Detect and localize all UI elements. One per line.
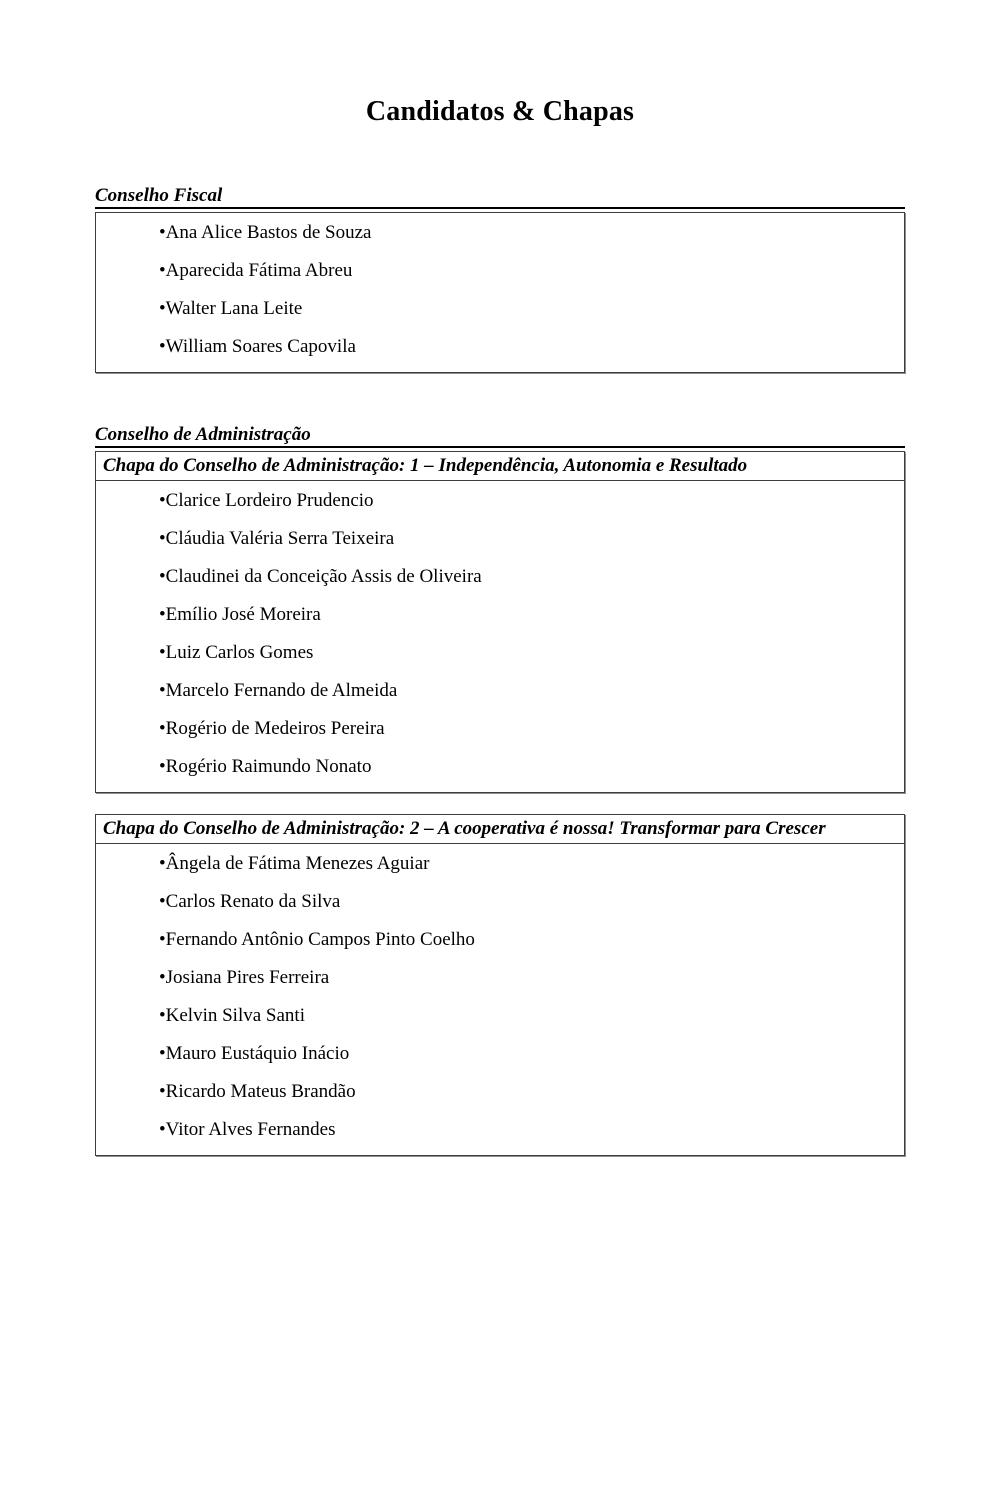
section-heading-conselho-de-administracao: Conselho de Administração	[95, 425, 905, 448]
section-conselho-de-administracao	[95, 425, 905, 1156]
bullet-icon: •	[159, 967, 166, 988]
member-name: Aparecida Fátima Abreu	[165, 260, 353, 281]
member-name: Carlos Renato da Silva	[165, 891, 341, 912]
member-name: Rogério Raimundo Nonato	[165, 756, 372, 777]
bullet-icon: •	[159, 1119, 166, 1140]
bullet-icon: •	[159, 853, 166, 874]
group-header: Chapa do Conselho de Administração: 1 – Independência, Autonomia e Resultado	[96, 452, 904, 481]
list-item	[96, 603, 904, 626]
list-item	[96, 755, 904, 778]
list-item	[96, 1042, 904, 1065]
list-item	[96, 717, 904, 740]
list-item	[96, 641, 904, 664]
bullet-icon: •	[159, 490, 166, 511]
document-title: Candidatos & Chapas	[365, 96, 635, 127]
bullet-icon: •	[159, 222, 166, 243]
member-name: Josiana Pires Ferreira	[165, 967, 330, 988]
document-page	[0, 95, 1000, 1509]
member-name: Claudinei da Conceição Assis de Oliveira	[165, 566, 482, 587]
member-name: Fernando Antônio Campos Pinto Coelho	[165, 929, 475, 950]
member-list	[96, 844, 904, 1155]
list-item	[96, 966, 904, 989]
bullet-icon: •	[159, 260, 166, 281]
section-conselho-fiscal	[95, 186, 905, 373]
bullet-icon: •	[159, 604, 166, 625]
member-name: Cláudia Valéria Serra Teixeira	[165, 528, 395, 549]
member-name: Luiz Carlos Gomes	[165, 642, 314, 663]
list-item	[96, 890, 904, 913]
bullet-icon: •	[159, 642, 166, 663]
list-item	[96, 679, 904, 702]
member-name: Walter Lana Leite	[165, 298, 303, 319]
list-item	[96, 565, 904, 588]
list-item	[96, 297, 904, 320]
sections	[95, 186, 905, 1156]
member-list	[96, 213, 904, 372]
member-name: Marcelo Fernando de Almeida	[165, 680, 398, 701]
bullet-icon: •	[159, 891, 166, 912]
member-list	[96, 481, 904, 792]
member-name: Ângela de Fátima Menezes Aguiar	[165, 853, 430, 874]
member-name: Clarice Lordeiro Prudencio	[165, 490, 374, 511]
list-item	[96, 928, 904, 951]
bullet-icon: •	[159, 1005, 166, 1026]
bullet-icon: •	[159, 680, 166, 701]
bullet-icon: •	[159, 1043, 166, 1064]
list-item	[96, 489, 904, 512]
member-name: Ricardo Mateus Brandão	[165, 1081, 356, 1102]
list-item	[96, 1004, 904, 1027]
list-item	[96, 221, 904, 244]
list-item	[96, 335, 904, 358]
bullet-icon: •	[159, 528, 166, 549]
member-name: Emílio José Moreira	[165, 604, 321, 625]
group-header: Chapa do Conselho de Administração: 2 – A cooperativa é nossa! Transformar para Crescer	[96, 815, 904, 844]
member-name: William Soares Capovila	[165, 336, 356, 357]
bullet-icon: •	[159, 566, 166, 587]
list-item	[96, 259, 904, 282]
bullet-icon: •	[159, 1081, 166, 1102]
section-heading-conselho-fiscal: Conselho Fiscal	[95, 186, 905, 209]
member-name: Vitor Alves Fernandes	[165, 1119, 336, 1140]
member-name: Mauro Eustáquio Inácio	[165, 1043, 350, 1064]
bullet-icon: •	[159, 929, 166, 950]
bullet-icon: •	[159, 298, 166, 319]
list-item	[96, 852, 904, 875]
bullet-icon: •	[159, 718, 166, 739]
group-box	[95, 451, 905, 793]
bullet-icon: •	[159, 336, 166, 357]
list-item	[96, 1080, 904, 1103]
group-box	[95, 814, 905, 1156]
page-content	[95, 95, 905, 1156]
member-name: Rogério de Medeiros Pereira	[165, 718, 385, 739]
bullet-icon: •	[159, 756, 166, 777]
list-item	[96, 527, 904, 550]
group-box	[95, 212, 905, 373]
member-name: Kelvin Silva Santi	[165, 1005, 305, 1026]
list-item	[96, 1118, 904, 1141]
member-name: Ana Alice Bastos de Souza	[165, 222, 372, 243]
